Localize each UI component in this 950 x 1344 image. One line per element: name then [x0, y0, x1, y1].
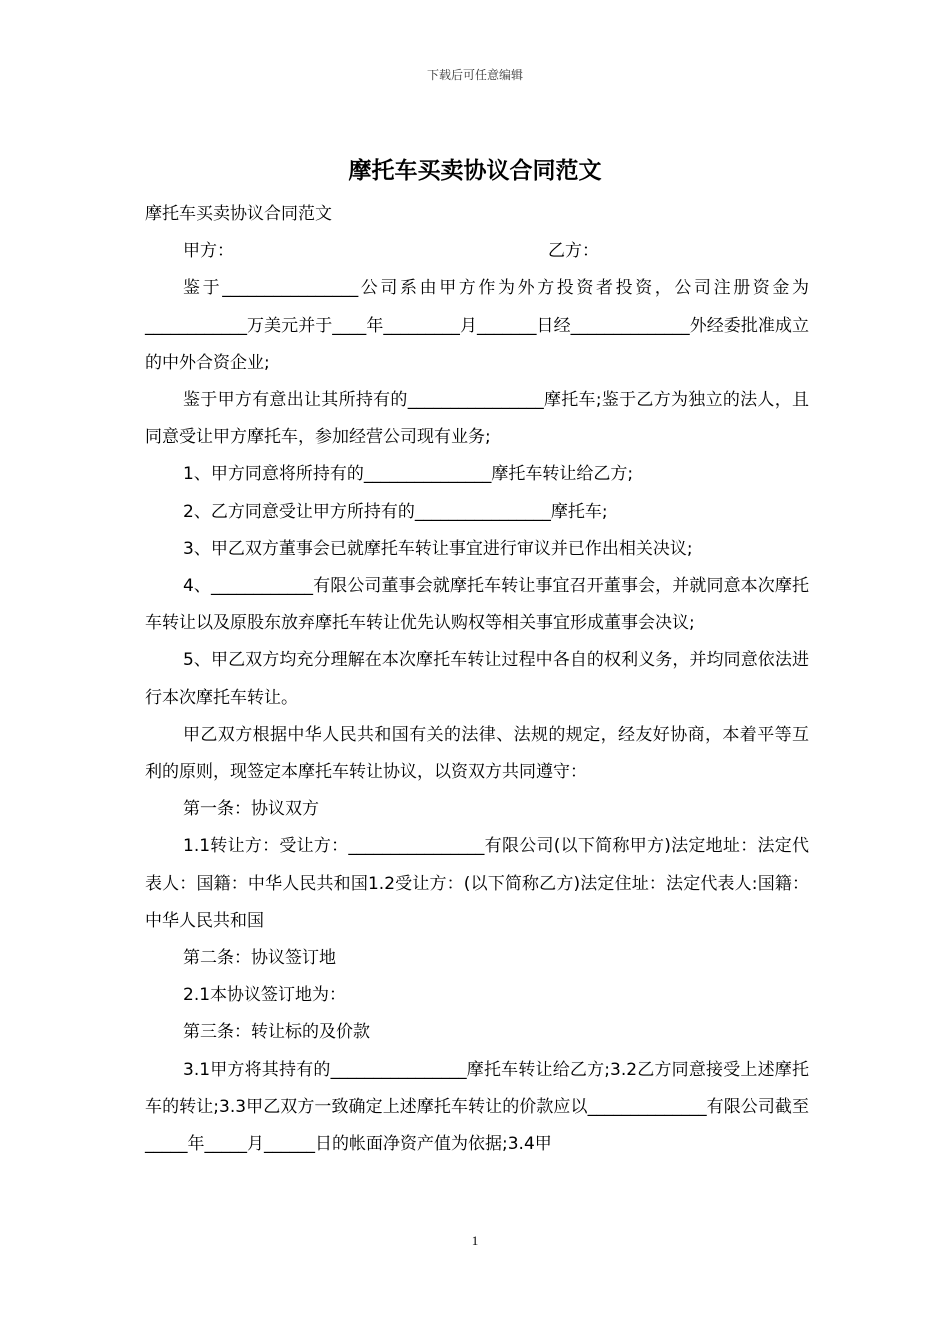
- article-3-body: 3.1甲方将其持有的________________摩托车转让给乙方;3.2乙方同意接受上述摩托车的转让;3.3甲乙双方一致确定上述摩托车转让的价款应以______________有限公司截至_____年_____月______日的帐面净资产值为依据;3.4甲: [145, 1059, 809, 1155]
- party-b-label: 乙方：: [548, 241, 599, 262]
- header-note: 下载后可任意编辑: [426, 68, 523, 82]
- paragraph-preamble: 甲乙双方根据中华人民共和国有关的法律、法规的规定，经友好协商，本着平等互利的原则，现签定本摩托车转让协议，以资双方共同遵守：: [145, 724, 809, 783]
- paragraph-recital-2: 鉴于甲方有意出让其所持有的________________摩托车;鉴于乙方为独立的法人，且同意受让甲方摩托车，参加经营公司现有业务;: [145, 390, 809, 448]
- paragraph-item-5: 5、甲乙双方均充分理解在本次摩托车转让过程中各自的权利义务，并均同意依法进行本次摩托车转让。: [145, 650, 809, 708]
- paragraph-item-1: 1、甲方同意将所持有的_______________摩托车转让给乙方;: [183, 464, 634, 485]
- document-body: [145, 196, 809, 1163]
- article-2-heading: 第二条：协议签订地: [183, 948, 336, 969]
- party-a-label: 甲方：: [183, 241, 234, 262]
- article-3-heading: 第三条：转让标的及价款: [183, 1022, 370, 1043]
- paragraph-item-2: 2、乙方同意受让甲方所持有的________________摩托车;: [183, 501, 608, 522]
- page-number: 1: [471, 1233, 479, 1248]
- document-title: 摩托车买卖协议合同范文: [348, 158, 602, 184]
- paragraph-item-3: 3、甲乙双方董事会已就摩托车转让事宜进行审议并已作出相关决议;: [183, 538, 693, 559]
- article-1-heading: 第一条：协议双方: [183, 799, 319, 820]
- document-subtitle: 摩托车买卖协议合同范文: [145, 204, 332, 224]
- paragraph-recital-1: 鉴于________________公司系由甲方作为外方投资者投资，公司注册资金为____________万美元并于____年_________月_______日经______________外经委批准成立的中外合资企业;: [145, 278, 809, 373]
- paragraph-item-4: 4、____________有限公司董事会就摩托车转让事宜召开董事会，并就同意本次摩托车转让以及原股东放弃摩托车转让优先认购权等相关事宜形成董事会决议;: [145, 576, 809, 634]
- article-2-body: 2.1本协议签订地为：: [183, 985, 347, 1006]
- parties-line: [145, 233, 809, 270]
- article-1-body: 1.1转让方：受让方：________________有限公司(以下简称甲方)法定地址：法定代表人：国籍：中华人民共和国1.2受让方：(以下简称乙方)法定住址：法定代表人:国籍：中华人民共和国: [145, 836, 809, 931]
